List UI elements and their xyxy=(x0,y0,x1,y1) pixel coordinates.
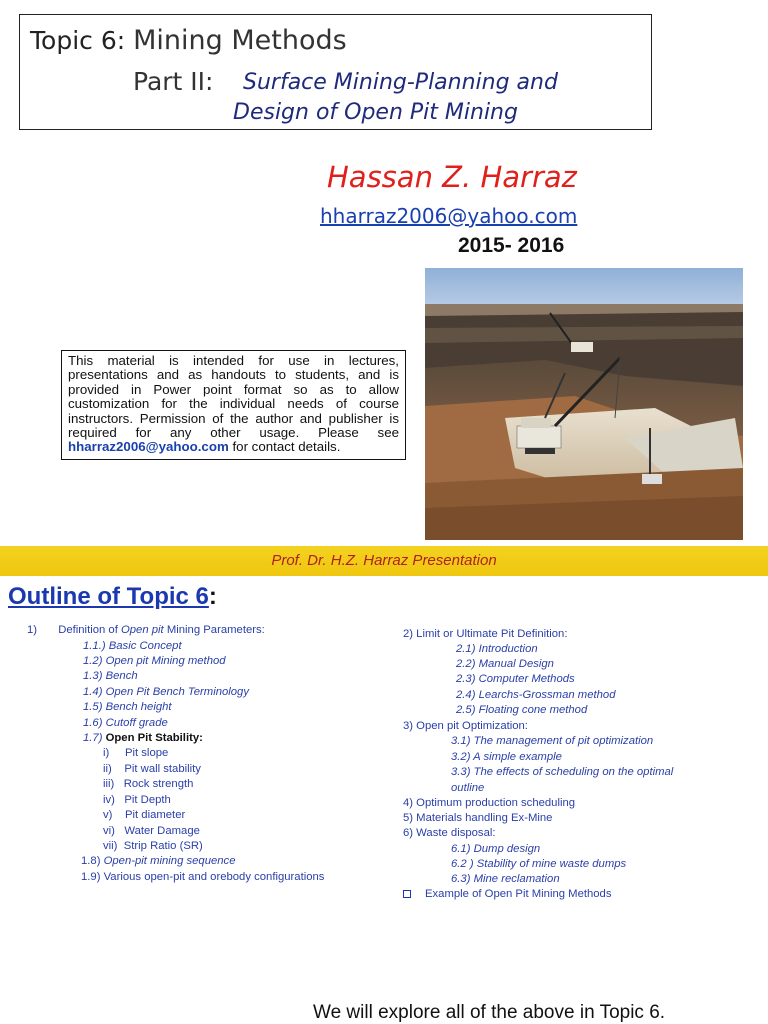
list-item: vi) Water Damage xyxy=(103,825,200,837)
list-item: iii) Rock strength xyxy=(103,778,194,790)
outline-left-column xyxy=(27,624,397,894)
list-item: v) Pit diameter xyxy=(103,809,186,821)
list-item: 1) Definition of Open pit Mining Parameters: xyxy=(27,624,265,636)
list-item: 2.5) Floating cone method xyxy=(456,704,588,716)
outline-title xyxy=(8,583,217,611)
list-item: 1.1.) Basic Concept xyxy=(83,640,182,652)
outline-right-column xyxy=(403,628,763,908)
list-item: 1.6) Cutoff grade xyxy=(83,717,168,729)
title-prefix: Topic 6: xyxy=(30,26,126,55)
author-name: Hassan Z. Harraz xyxy=(327,160,577,194)
list-item: 1.8) Open-pit mining sequence xyxy=(81,855,236,867)
list-item: 3) Open pit Optimization: xyxy=(403,720,528,732)
open-pit-photo xyxy=(425,268,743,540)
copyright-notice xyxy=(61,350,406,460)
list-item: vii) Strip Ratio (SR) xyxy=(103,840,203,852)
list-item: 2.2) Manual Design xyxy=(456,658,554,670)
list-item: 3.3) The effects of scheduling on the optimal xyxy=(451,766,674,778)
list-item: 6) Waste disposal: xyxy=(403,827,496,839)
list-item: 6.2 ) Stability of mine waste dumps xyxy=(451,858,627,870)
title-box xyxy=(19,14,652,130)
list-item: 6.1) Dump design xyxy=(451,843,541,855)
title-part: Part II: xyxy=(133,67,214,96)
list-item: 6.3) Mine reclamation xyxy=(451,873,560,885)
list-item: Example of Open Pit Mining Methods xyxy=(403,888,612,900)
list-item: outline xyxy=(451,782,485,794)
years: 2015- 2016 xyxy=(458,234,565,257)
author-email[interactable]: hharraz2006@yahoo.com xyxy=(320,204,578,228)
presentation-banner xyxy=(0,546,768,576)
notice-email-link[interactable]: hharraz2006@yahoo.com xyxy=(68,439,229,455)
footer-text: We will explore all of the above in Topic 6. xyxy=(313,1002,666,1023)
list-item: 2.1) Introduction xyxy=(456,643,538,655)
list-item: 1.3) Bench xyxy=(83,670,138,682)
title-main: Mining Methods xyxy=(133,25,347,56)
list-item: 2.3) Computer Methods xyxy=(456,673,575,685)
list-item: 1.5) Bench height xyxy=(83,701,172,713)
list-item: 3.2) A simple example xyxy=(451,751,562,763)
outline-title-colon: : xyxy=(208,583,217,610)
notice-text: This material is intended for use in lectures, presentations and as handouts to students, and is provided in Power point format so as to allow customization for the individual needs of course instructors. Permission of the author and publisher is required for any other usage. Please see xyxy=(68,353,399,441)
list-item: 2.4) Learchs-Grossman method xyxy=(456,689,616,701)
list-item: 1.9) Various open-pit and orebody configurations xyxy=(81,871,325,883)
subtitle-line2: Design of Open Pit Mining xyxy=(233,100,518,125)
title-line xyxy=(30,25,347,56)
list-item: 2) Limit or Ultimate Pit Definition: xyxy=(403,628,568,640)
banner-text: Prof. Dr. H.Z. Harraz Presentation xyxy=(271,552,497,569)
list-item: 1.2) Open pit Mining method xyxy=(83,655,226,667)
list-item: ii) Pit wall stability xyxy=(103,763,201,775)
list-item: i) Pit slope xyxy=(103,747,169,759)
list-item: 5) Materials handling Ex-Mine xyxy=(403,812,553,824)
subtitle-line1: Surface Mining-Planning and xyxy=(243,70,558,95)
open-pit-illustration xyxy=(425,268,743,540)
notice-text-end: for contact details. xyxy=(228,439,341,455)
list-item: 1.7) Open Pit Stability: xyxy=(83,732,203,744)
square-bullet-icon xyxy=(403,890,411,898)
list-item: 1.4) Open Pit Bench Terminology xyxy=(83,686,249,698)
list-item: 4) Optimum production scheduling xyxy=(403,797,576,809)
list-item: iv) Pit Depth xyxy=(103,794,171,806)
outline-title-text: Outline of Topic 6 xyxy=(8,583,209,610)
list-item: 3.1) The management of pit optimization xyxy=(451,735,654,747)
